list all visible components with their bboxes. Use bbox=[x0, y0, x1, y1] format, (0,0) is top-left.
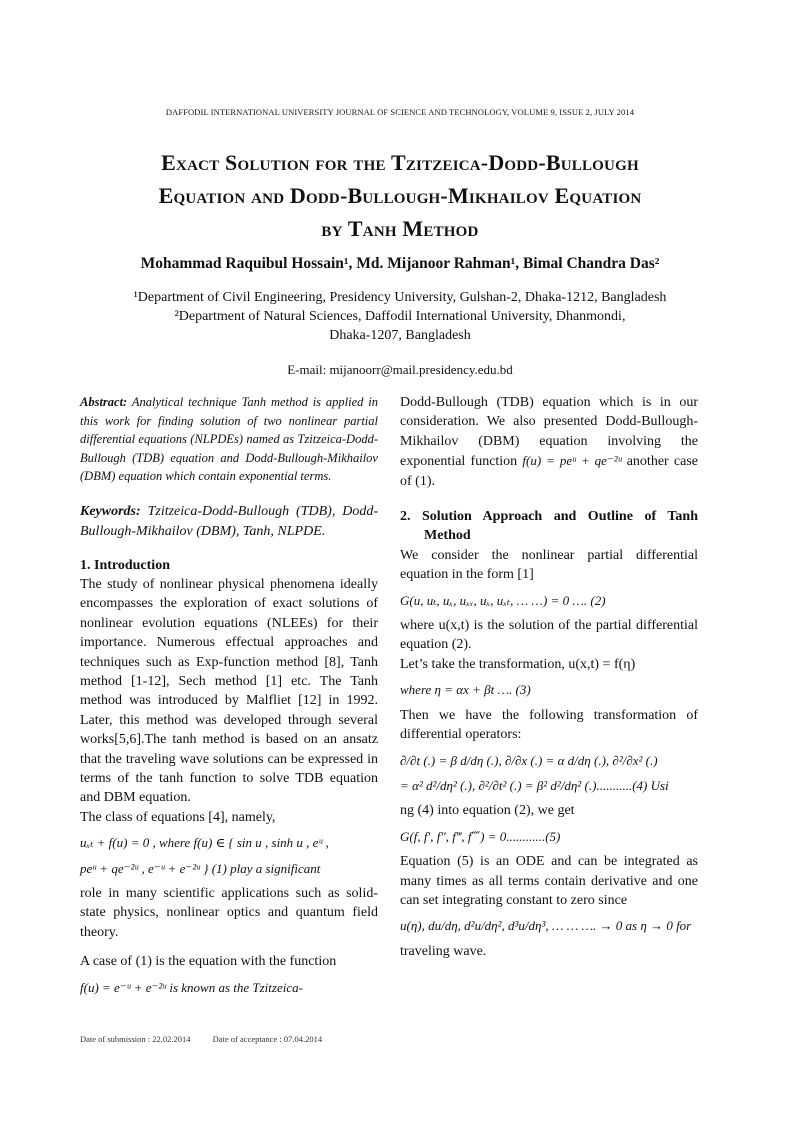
affiliation-2-cont: Dhaka-1207, Bangladesh bbox=[329, 328, 471, 343]
equation-4-part-2: = α² d²/dη² (.), ∂²/∂t² (.) = β² d²/dη² (.)...........(4) Usi bbox=[400, 777, 669, 793]
right-paragraph-7: Equation (5) is an ODE and can be integrated as many times as all terms contain derivative and one can set integrating constant to zero since bbox=[400, 854, 698, 908]
section-heading-solution-approach: 2. Solution Approach and Outline of Tanh Method bbox=[400, 509, 698, 544]
equation-3: where η = αx + βt …. (3) bbox=[400, 682, 531, 698]
submission-date: Date of submission : 22.02.2014 bbox=[80, 1034, 191, 1044]
title-line-1: Exact Solution for the Tzitzeica-Dodd-Bullough bbox=[161, 150, 639, 175]
abstract bbox=[80, 393, 378, 486]
keywords bbox=[80, 502, 378, 542]
right-paragraph-8: traveling wave. bbox=[400, 943, 487, 959]
contact-email: E-mail: mijanoorr@mail.presidency.edu.bd bbox=[287, 362, 513, 377]
right-paragraph-1 bbox=[400, 393, 698, 491]
intro-paragraph-1: The study of nonlinear physical phenomena ideally encompasses the exploration of exact solutions of nonlinear evolution equations (NLEEs) for their importance. Numerous effectual approaches and techniques such as Exp-function method [8], Tanh method [1-12], Sech method [1] etc. The Tanh method was introduced by Malfliet [12] in 1992. Later, this method was developed through several works[5,6].The tanh method is based on an ansatz that the traveling wave solutions can be expressed in terms of the tanh function to solve TDB equation and DBM equation. bbox=[80, 576, 378, 806]
intro-equation-a: uₓₜ + f(u) = 0 , where f(u) ∈ { sin u , sinh u , eᵘ , bbox=[80, 835, 329, 851]
intro-equation-b: peᵘ + qe⁻²ᵘ , e⁻ᵘ + e⁻²ᵘ } (1) play a significant bbox=[80, 860, 321, 876]
author-list: Mohammad Raquibul Hossain¹, Md. Mijanoor Rahman¹, Bimal Chandra Das² bbox=[140, 255, 660, 272]
equation-limit: u(η), du/dη, d²u/dη², d³u/dη³, … … …. → 0 as η → 0 for bbox=[400, 918, 692, 934]
intro-paragraph-3b: f(u) = e⁻ᵘ + e⁻²ᵘ is known as the Tzitzeica- bbox=[80, 979, 303, 995]
running-head: DAFFODIL INTERNATIONAL UNIVERSITY JOURNAL OF SCIENCE AND TECHNOLOGY, VOLUME 9, ISSUE 2, JULY 2014 bbox=[165, 107, 635, 117]
right-column bbox=[400, 393, 698, 961]
footer-dates bbox=[80, 1034, 342, 1044]
right-paragraph-5: Then we have the following transformation of differential operators: bbox=[400, 707, 698, 743]
right-paragraph-1-text: Dodd-Bullough (TDB) equation which is in our consideration. We also presented Dodd-Bullough-Mikhailov (DBM) equation involving the exponential function bbox=[400, 395, 698, 470]
right-paragraph-3: where u(x,t) is the solution of the partial differential equation (2). bbox=[400, 618, 698, 653]
acceptance-date: Date of acceptance : 07.04.2014 bbox=[212, 1034, 323, 1044]
title-line-2: Equation and Dodd-Bullough-Mikhailov Equation bbox=[158, 183, 642, 208]
right-paragraph-2: We consider the nonlinear partial differential equation in the form [1] bbox=[400, 547, 698, 583]
affiliation-1: ¹Department of Civil Engineering, Presidency University, Gulshan-2, Dhaka-1212, Bangladesh bbox=[133, 290, 667, 305]
intro-paragraph-2b: role in many scientific applications such as solid-state physics, nonlinear optics and quantum field theory. bbox=[80, 886, 378, 940]
dbm-function-equation: f(u) = peᵘ + qe⁻²ᵘ bbox=[522, 453, 622, 469]
section-heading-introduction: 1. Introduction bbox=[80, 557, 170, 573]
equation-5: G(f, f′, f″, f‴, f⁗) = 0............(5) bbox=[400, 828, 561, 844]
paper-title bbox=[60, 146, 740, 245]
equation-4-part-1: ∂/∂t (.) = β d/dη (.), ∂/∂x (.) = α d/dη (.), ∂²/∂x² (.) bbox=[400, 752, 658, 768]
title-line-3: by Tanh Method bbox=[321, 216, 479, 241]
equation-2: G(u, uₜ, uₓ, uₓₓ, uₓ, uₓₜ, … …) = 0 …. (2) bbox=[400, 592, 606, 608]
right-paragraph-4: Let’s take the transformation, u(x,t) = f(η) bbox=[400, 656, 636, 672]
keywords-text: Tzitzeica-Dodd-Bullough (TDB), Dodd-Bullough-Mikhailov (DBM), Tanh, NLPDE. bbox=[80, 503, 379, 539]
abstract-label: Abstract: bbox=[80, 395, 128, 409]
affiliation-2: ²Department of Natural Sciences, Daffodil International University, Dhanmondi, bbox=[174, 309, 626, 324]
left-column bbox=[80, 393, 378, 1003]
keywords-label: Keywords: bbox=[80, 503, 141, 519]
abstract-text: Analytical technique Tanh method is applied in this work for finding solution of two nonlinear partial differential equations (NLPDEs) named as Tzitzeica-Dodd-Bullough (TDB) equation and Dodd-Bullough-Mikhailov (DBM) equation which contain exponential terms. bbox=[80, 395, 378, 483]
right-paragraph-1-end: another case of (1). bbox=[400, 454, 699, 489]
right-paragraph-6: ng (4) into equation (2), we get bbox=[400, 803, 575, 819]
affiliations bbox=[80, 288, 720, 345]
intro-paragraph-3a: A case of (1) is the equation with the function bbox=[80, 954, 337, 970]
intro-paragraph-2a: The class of equations [4], namely, bbox=[80, 809, 276, 825]
